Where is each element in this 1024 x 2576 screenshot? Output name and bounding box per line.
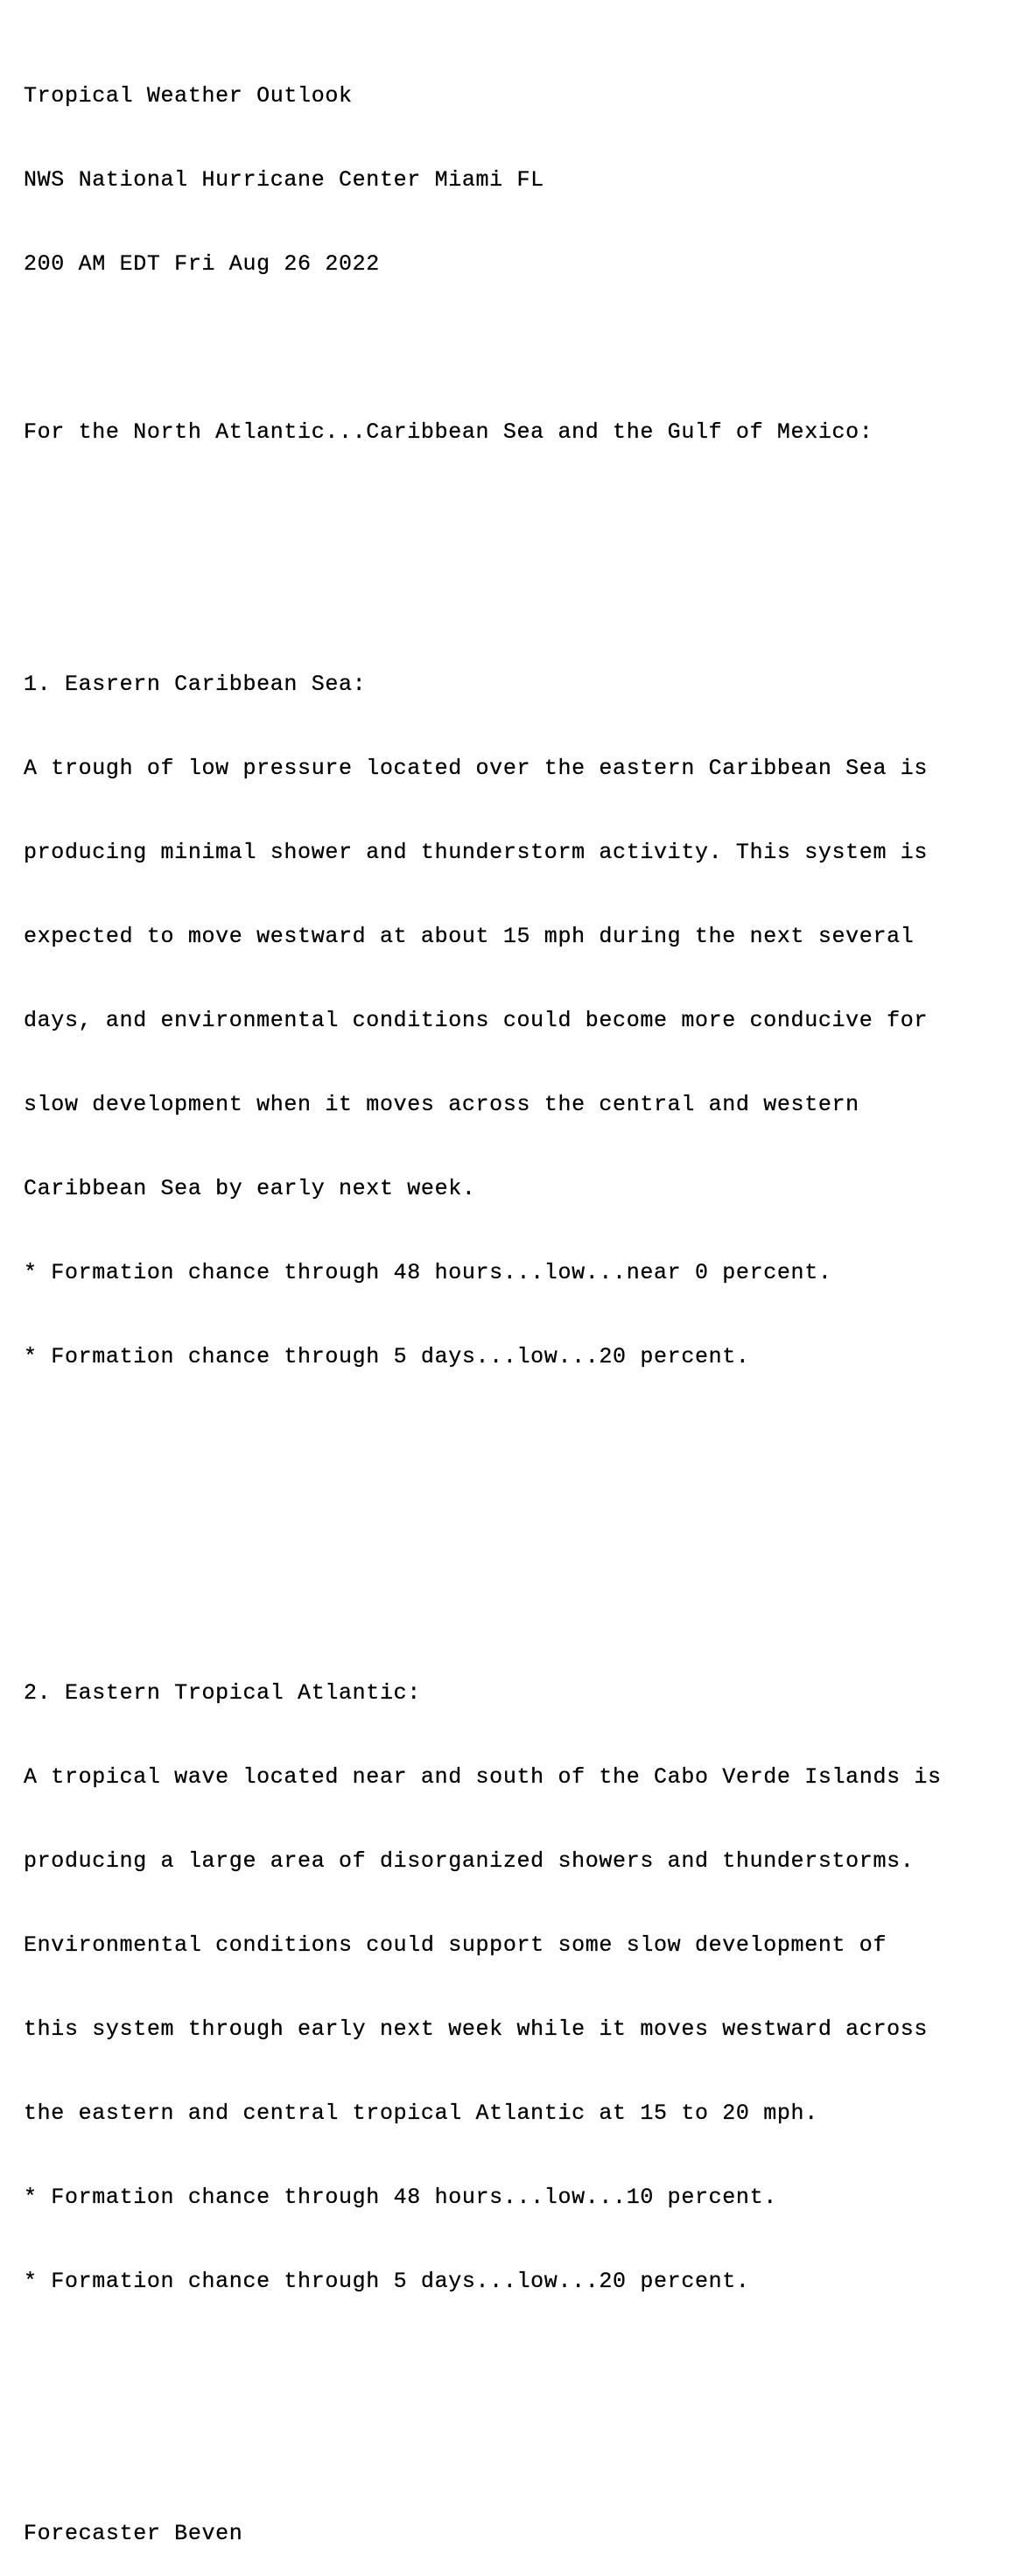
system-1-chance-5d: * Formation chance through 5 days...low...20 percent.	[24, 1344, 750, 1369]
system-1-heading: 1. Easrern Caribbean Sea:	[24, 672, 367, 697]
system-2-text-line: this system through early next week while it moves westward across	[24, 2016, 929, 2042]
system-2-text-line: Environmental conditions could support some slow development of	[24, 1932, 887, 1958]
region-intro: For the North Atlantic...Caribbean Sea and the Gulf of Mexico:	[24, 419, 873, 445]
system-2-chance-5d: * Formation chance through 5 days...low...20 percent.	[24, 2269, 750, 2294]
system-1-text-line: expected to move westward at about 15 mph during the next several	[24, 924, 915, 949]
system-1-section	[24, 615, 1024, 1427]
spacer	[24, 334, 1024, 362]
system-1-text-line: Caribbean Sea by early next week.	[24, 1176, 476, 1201]
system-2-text-line: producing a large area of disorganized showers and thunderstorms.	[24, 1848, 915, 1874]
system-1-chance-48h: * Formation chance through 48 hours...low...near 0 percent.	[24, 1260, 832, 1285]
issue-time: 200 AM EDT Fri Aug 26 2022	[24, 251, 380, 277]
spacer	[24, 2436, 1024, 2464]
system-2-heading: 2. Eastern Tropical Atlantic:	[24, 1680, 421, 1706]
system-1-text-line: days, and environmental conditions could become more conducive for	[24, 1008, 929, 1033]
system-2-section	[24, 1623, 1024, 2352]
issuing-office: NWS National Hurricane Center Miami FL	[24, 167, 544, 193]
system-2-text-line: the eastern and central tropical Atlantic at 15 to 20 mph.	[24, 2101, 818, 2126]
system-2-text-line: A tropical wave located near and south of the Cabo Verde Islands is	[24, 1764, 942, 1790]
system-1-text-line: A trough of low pressure located over the eastern Caribbean Sea is	[24, 756, 929, 781]
system-2-chance-48h: * Formation chance through 48 hours...low...10 percent.	[24, 2185, 777, 2210]
forecaster-signature: Forecaster Beven	[24, 2521, 243, 2546]
system-1-text-line: producing minimal shower and thunderstorm activity. This system is	[24, 840, 929, 865]
system-1-text-line: slow development when it moves across the central and western	[24, 1092, 859, 1117]
outlook-title: Tropical Weather Outlook	[24, 83, 353, 109]
spacer	[24, 503, 1024, 531]
spacer	[24, 1511, 1024, 1539]
